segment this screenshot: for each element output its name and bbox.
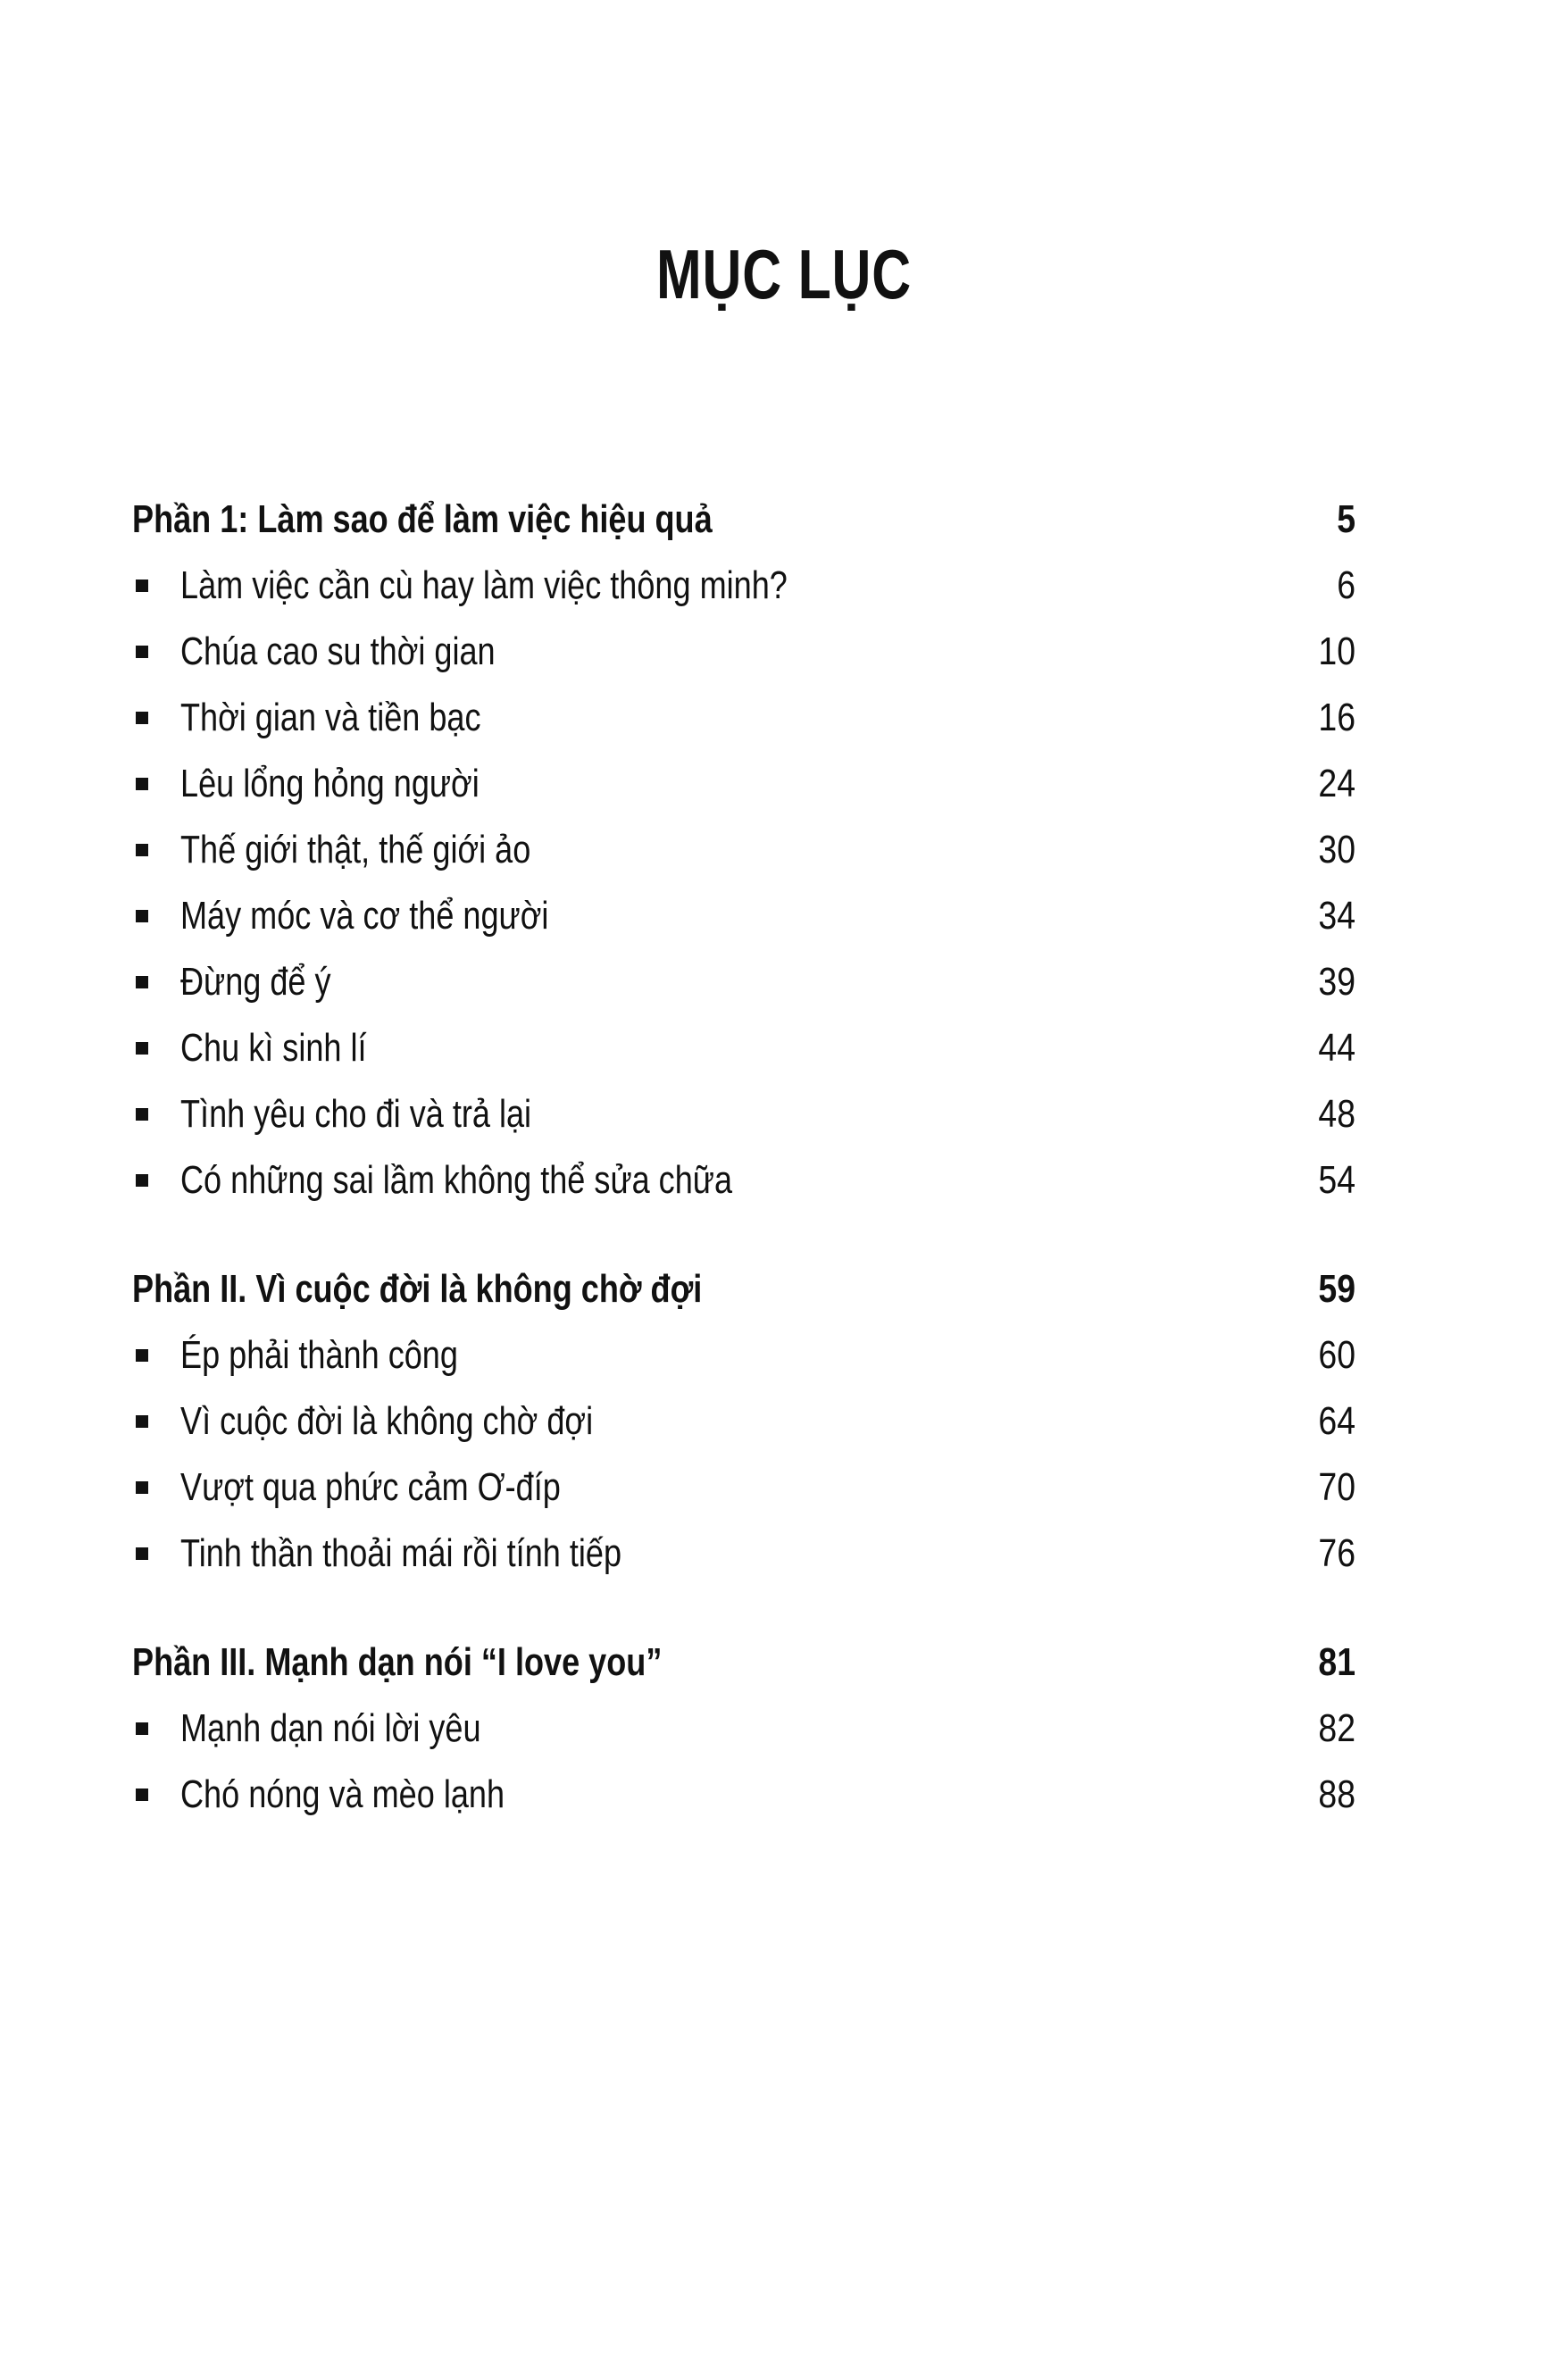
toc-item-label: Thời gian và tiền bạc [180, 696, 481, 739]
toc-item-label: Chúa cao su thời gian [180, 630, 496, 673]
toc-item-label: Lêu lổng hỏng người [180, 762, 480, 805]
toc-item-label: Ép phải thành công [180, 1333, 458, 1377]
bullet-icon [136, 910, 148, 922]
bullet-icon [136, 778, 148, 790]
toc-item-label: Chu kì sinh lí [180, 1026, 367, 1070]
toc-item-page: 39 [1318, 960, 1355, 1004]
toc-item [132, 1322, 1355, 1388]
toc-item-page: 10 [1318, 630, 1355, 673]
section-heading [132, 1630, 1355, 1696]
toc-item-label: Đừng để ý [180, 960, 331, 1004]
bullet-icon [136, 1349, 148, 1362]
bullet-icon [136, 579, 148, 592]
toc-item [132, 949, 1355, 1015]
toc-section-3 [132, 1630, 1355, 1828]
toc-item-label: Vượt qua phức cảm Ơ-đíp [180, 1465, 561, 1509]
toc-item [132, 1455, 1355, 1521]
section-heading [132, 487, 1355, 553]
bullet-icon [136, 844, 148, 856]
toc-item-page: 34 [1318, 894, 1355, 938]
toc-item-page: 60 [1318, 1333, 1355, 1377]
bullet-icon [136, 1481, 148, 1494]
toc-item-label: Chó nóng và mèo lạnh [180, 1772, 505, 1816]
toc-item-label: Tinh thần thoải mái rồi tính tiếp [180, 1531, 622, 1575]
toc-item-page: 16 [1318, 696, 1355, 739]
toc-item [132, 817, 1355, 883]
toc-item-page: 24 [1318, 762, 1355, 805]
bullet-icon [136, 1042, 148, 1055]
toc-item [132, 685, 1355, 751]
toc-item [132, 883, 1355, 949]
toc-item [132, 1762, 1355, 1828]
bullet-icon [136, 1108, 148, 1121]
toc-item-page: 6 [1337, 563, 1355, 607]
toc-item-page: 54 [1318, 1158, 1355, 1202]
toc-item-page: 70 [1318, 1465, 1355, 1509]
toc-item [132, 619, 1355, 685]
toc-item-label: Mạnh dạn nói lời yêu [180, 1706, 481, 1750]
section-heading [132, 1256, 1355, 1322]
toc-item-label: Vì cuộc đời là không chờ đợi [180, 1399, 594, 1443]
toc-item [132, 1696, 1355, 1762]
toc-section-2 [132, 1256, 1355, 1587]
toc-item [132, 1081, 1355, 1147]
toc-item-label: Máy móc và cơ thể người [180, 894, 549, 938]
bullet-icon [136, 1174, 148, 1187]
toc-item-page: 76 [1318, 1531, 1355, 1575]
section-heading-page: 59 [1318, 1267, 1355, 1311]
toc-item-page: 48 [1318, 1092, 1355, 1136]
bullet-icon [136, 646, 148, 658]
toc-item [132, 1388, 1355, 1455]
bullet-icon [136, 1547, 148, 1560]
section-heading-label: Phần III. Mạnh dạn nói “I love you” [132, 1640, 663, 1684]
toc-item [132, 553, 1355, 619]
toc-item-page: 64 [1318, 1399, 1355, 1443]
section-heading-label: Phần II. Vì cuộc đời là không chờ đợi [132, 1267, 703, 1311]
toc-item-label: Có những sai lầm không thể sửa chữa [180, 1158, 733, 1202]
toc-item [132, 1015, 1355, 1081]
section-heading-page: 5 [1337, 497, 1355, 541]
toc-item-page: 82 [1318, 1706, 1355, 1750]
section-heading-label: Phần 1: Làm sao để làm việc hiệu quả [132, 497, 713, 541]
bullet-icon [136, 1415, 148, 1428]
toc-item [132, 1521, 1355, 1587]
toc-item-page: 44 [1318, 1026, 1355, 1070]
bullet-icon [136, 712, 148, 724]
toc-item-page: 30 [1318, 828, 1355, 871]
toc-section-1 [132, 487, 1355, 1213]
toc-item-label: Làm việc cần cù hay làm việc thông minh? [180, 563, 788, 607]
toc-item-page: 88 [1318, 1772, 1355, 1816]
toc-item-label: Tình yêu cho đi và trả lại [180, 1092, 532, 1136]
bullet-icon [136, 1789, 148, 1801]
toc-item [132, 1147, 1355, 1213]
table-of-contents [132, 487, 1355, 1828]
section-heading-page: 81 [1318, 1640, 1355, 1684]
bullet-icon [136, 976, 148, 988]
page-title: MỤC LỤC [656, 235, 912, 313]
bullet-icon [136, 1722, 148, 1735]
toc-item-label: Thế giới thật, thế giới ảo [180, 828, 531, 871]
toc-item [132, 751, 1355, 817]
